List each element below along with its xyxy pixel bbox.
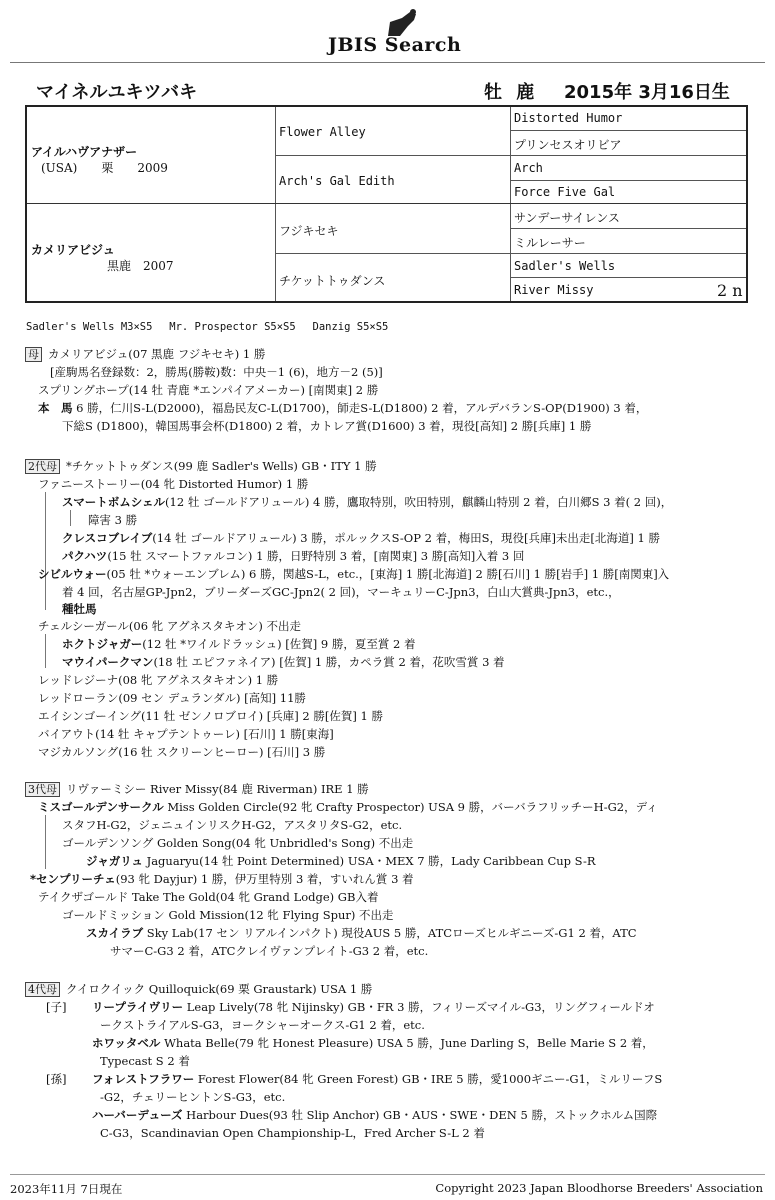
sibling-spring-hope: スプリングホープ(14 牡 青鹿 *エンパイアメーカー) [南関東] 2 勝 <box>38 383 379 397</box>
forest-flower: フォレストフラワー Forest Flower(84 牝 Green Forest) GB・IRE 5 勝，愛1000ギニー-G1，ミルリーフS <box>92 1072 663 1086</box>
red-regina: レッドレジーナ(08 牝 アグネスタキオン) 1 勝 <box>38 673 279 687</box>
footer-date: 2023年11月 7日現在 <box>10 1182 123 1196</box>
ped-dd[interactable]: チケットトゥダンス <box>279 274 386 288</box>
miss-golden-circle-line2: スタフH-G2，ジェニュインリスクH-G2，アスタリタS-G2，etc. <box>62 818 403 832</box>
dam-offspring-count: [産駒馬名登録数：2，勝馬(勝鞍)数：中央－1 (6)，地方－2 (5)] <box>50 365 383 379</box>
family-number: 2 n <box>717 281 743 300</box>
header-divider <box>10 62 765 63</box>
footer-divider <box>10 1174 765 1175</box>
ped-sd[interactable]: Arch's Gal Edith <box>279 174 395 188</box>
take-the-gold: テイクザゴールド Take The Gold(04 牝 Grand Lodge) GB入着 <box>38 890 379 904</box>
this-horse-record: 6 勝，仁川S-L(D2000)，福島民友C-L(D1700)，師走S-L(D1800) 2 着，アルデバランS-OP(D1900) 3 着， <box>72 401 648 415</box>
pedigree-table <box>25 105 748 303</box>
chelsea-girl: チェルシーガール(06 牝 アグネスタキオン) 不出走 <box>38 619 302 633</box>
ped-sds[interactable]: Arch <box>514 161 543 175</box>
ped-ddd[interactable]: River Missy <box>514 283 594 297</box>
maui-parkman: マウイパークマン(18 牡 エピファネイア) [佐賀] 1 勝，カペラ賞 2 着，花吹雪賞 3 着 <box>62 655 505 669</box>
ped-ds[interactable]: フジキセキ <box>279 224 339 238</box>
smart-bombshell-jump: 障害 3 勝 <box>88 513 138 527</box>
section-4th-dam-line1 <box>25 980 372 998</box>
section-3rd-dam-line1 <box>25 780 369 798</box>
harbour-dues: ハーバーデューズ Harbour Dues(93 牡 Slip Anchor) GB・AUS・SWE・DEN 5 勝，ストックホルム国際 <box>92 1108 658 1122</box>
smart-bombshell: スマートボムシェル(12 牡 ゴールドアリュール) 4 勝，鷹取特別，吹田特別，麒麟山特別 2 着，白川郷S 3 着( 2 回)， <box>62 495 673 509</box>
pakuhatsu: パクハツ(15 牡 スマートファルコン) 1 勝，日野特別 3 着，[南関東] 3 勝[高知]入着 3 回 <box>62 549 525 563</box>
whata-belle-line2: Typecast S 2 着 <box>100 1054 190 1068</box>
fanny-story: ファニーストーリー(04 牝 Distorted Humor) 1 勝 <box>38 477 309 491</box>
ped-sdd[interactable]: Force Five Gal <box>514 185 616 199</box>
3rd-dam-summary: リヴァーミシー River Missy(84 鹿 Riverman) IRE 1 勝 <box>66 782 369 796</box>
ped-ss[interactable]: Flower Alley <box>279 125 366 139</box>
horse-sex-color: 牡 鹿 <box>484 82 539 103</box>
ped-dsd[interactable]: ミルレーサー <box>514 236 586 250</box>
this-horse-label: 本 馬 <box>38 401 73 415</box>
horse-name: マイネルユキツバキ <box>36 82 198 103</box>
horse-birthdate: 2015年 3月16日生 <box>564 82 730 103</box>
sky-lab-line2: サマーC-G3 2 着，ATCクレイヴァンプレイト-G3 2 着，etc. <box>110 944 429 958</box>
leap-lively: リープライヴリー Leap Lively(78 牝 Nijinsky) GB・FR 3 勝，フィリーズマイル-G3，リングフィールドオ <box>92 1000 655 1014</box>
sky-lab: スカイラブ Sky Lab(17 セン リアルインパクト) 現役AUS 5 勝，ATCローズヒルギニーズ-G1 2 着，ATC <box>86 926 637 940</box>
dam-summary: カメリアビジュ(07 黒鹿 フジキセキ) 1 勝 <box>48 347 266 361</box>
dam-name[interactable]: カメリアビジュ <box>31 243 115 257</box>
section-label-2nd-dam: 2代母 <box>25 459 60 474</box>
grandchildren-label: [孫] <box>46 1072 67 1086</box>
ped-dds[interactable]: Sadler's Wells <box>514 259 616 273</box>
cresco-brave: クレスコブレイブ(14 牡 ゴールドアリュール) 3 勝，ポルックスS-OP 2 着，梅田S，現役[兵庫]未出走[北海道] 1 勝 <box>62 531 661 545</box>
buyout: バイアウト(14 牡 キャプテントゥーレ) [石川] 1 勝[東海] <box>38 727 334 741</box>
2nd-dam-summary: *チケットトゥダンス(99 鹿 Sadler's Wells) GB・ITY 1 勝 <box>66 459 377 473</box>
magical-song: マジカルソング(16 牡 スクリーンヒーロー) [石川] 3 勝 <box>38 745 326 759</box>
eishin-going: エイシンゴーイング(11 牡 ゼンノロブロイ) [兵庫] 2 勝[佐賀] 1 勝 <box>38 709 383 723</box>
this-horse-line1 <box>38 399 647 417</box>
this-horse-line2: 下総S (D1800)，韓国馬事会杯(D1800) 2 着，カトレア賞(D1600) 3 着，現役[高知] 2 勝[兵庫] 1 勝 <box>62 419 592 433</box>
ped-sss[interactable]: Distorted Humor <box>514 111 623 125</box>
jbis-logo[interactable] <box>328 8 468 56</box>
civil-war-line2: 着 4 回，名古屋GP-Jpn2，ブリーダーズGC-Jpn2( 2 回)，マーキュリーC-Jpn3，白山大賞典-Jpn3，etc.， <box>62 585 620 599</box>
jaguaryu: ジャガリュ Jaguaryu(14 牡 Point Determined) USA・MEX 7 勝，Lady Caribbean Cup S-R <box>86 854 596 868</box>
civil-war: シビルウォー(05 牡 *ウォーエンブレム) 6 勝，関越S-L，etc.，[東海] 1 勝[北海道] 2 勝[石川] 1 勝[岩手] 1 勝[南関東]入 <box>38 567 670 581</box>
section-2nd-dam-line1 <box>25 457 377 475</box>
sire-name[interactable]: アイルハヴアナザー <box>31 145 138 159</box>
inbreeding-cross: Sadler's Wells M3×S5 Mr. Prospector S5×S5 Danzig S5×S5 <box>26 321 389 333</box>
miss-golden-circle: ミスゴールデンサークル Miss Golden Circle(92 牝 Crafty Prospector) USA 9 勝，バーバラフリッチーH-G2，ディ <box>38 800 658 814</box>
section-label-3rd-dam: 3代母 <box>25 782 60 797</box>
semplice: *センプリーチェ(93 牝 Dayjur) 1 勝，伊万里特別 3 着，すいれん賞 3 着 <box>30 872 414 886</box>
footer-copyright: Copyright 2023 Japan Bloodhorse Breeders' Association <box>435 1181 763 1195</box>
children-label: [子] <box>46 1000 67 1014</box>
ped-ssd[interactable]: プリンセスオリビア <box>514 138 622 152</box>
forest-flower-line2: -G2，チェリーヒントンS-G3，etc. <box>100 1090 286 1104</box>
sire-detail: (USA) 栗 2009 <box>41 161 168 175</box>
section-label-dam: 母 <box>25 347 42 362</box>
red-laurent: レッドローラン(09 セン デュランダル) [高知] 11勝 <box>38 691 306 705</box>
dam-detail: 黒鹿 2007 <box>107 259 174 273</box>
golden-song: ゴールデンソング Golden Song(04 牝 Unbridled's Song) 不出走 <box>62 836 414 850</box>
section-label-4th-dam: 4代母 <box>25 982 60 997</box>
whata-belle: ホワッタベル Whata Belle(79 牝 Honest Pleasure) USA 5 勝，June Darling S，Belle Marie S 2 着， <box>92 1036 654 1050</box>
leap-lively-line2: ークストライアルS-G3，ヨークシャーオークス-G1 2 着，etc. <box>100 1018 425 1032</box>
harbour-dues-line2: C-G3，Scandinavian Open Championship-L，Fred Archer S-L 2 着 <box>100 1126 485 1140</box>
section-dam-line1 <box>25 345 265 363</box>
hokuto-jaguar: ホクトジャガー(12 牡 *ワイルドラッシュ) [佐賀] 9 勝，夏至賞 2 着 <box>62 637 416 651</box>
logo-text: JBIS Search <box>328 34 462 56</box>
gold-mission: ゴールドミッション Gold Mission(12 牝 Flying Spur) 不出走 <box>62 908 394 922</box>
4th-dam-summary: クイロクイック Quilloquick(69 栗 Graustark) USA 1 勝 <box>66 982 373 996</box>
civil-war-stallion: 種牡馬 <box>62 602 97 616</box>
ped-dss[interactable]: サンデーサイレンス <box>514 211 620 225</box>
